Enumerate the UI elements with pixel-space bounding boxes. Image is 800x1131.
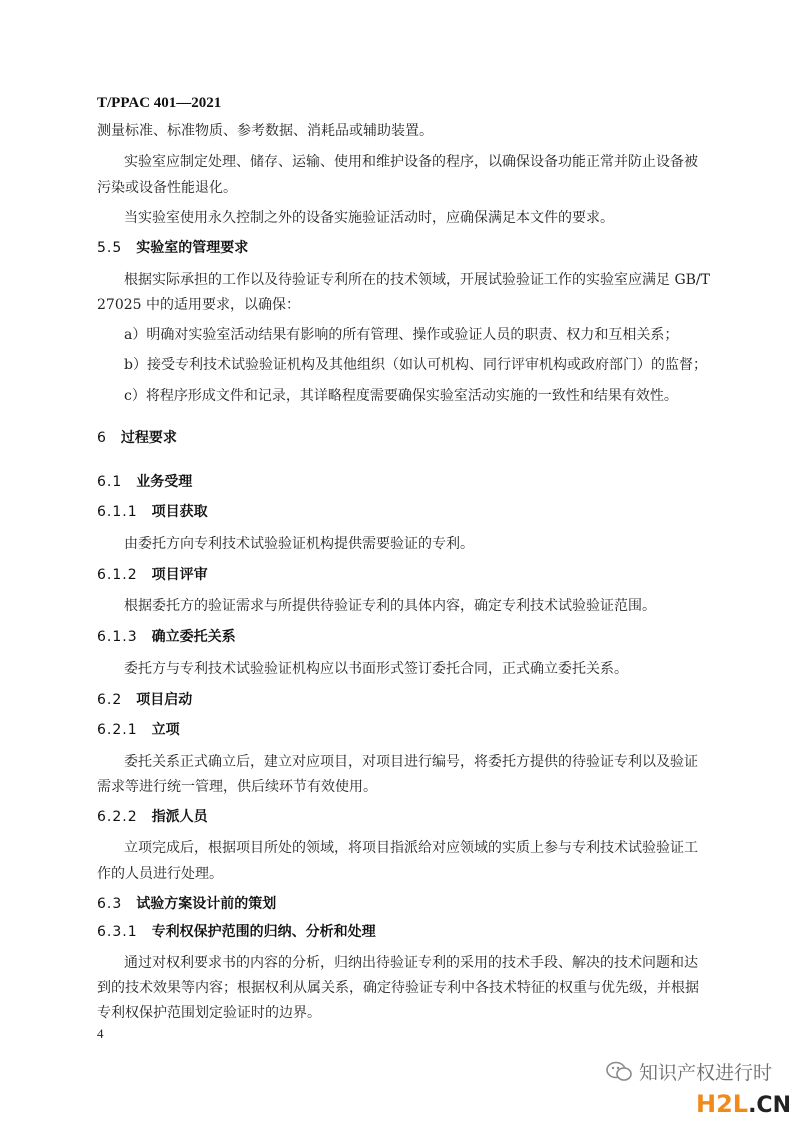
heading-6-1 [97,472,192,492]
heading-title: 试验方案设计前的策划 [136,896,277,912]
paragraph-line: 需求等进行统一管理，供后续环节有效使用。 [97,779,377,795]
heading-6-1-3 [97,627,236,647]
heading-title: 业务受理 [136,474,193,490]
paragraph-line: 根据实际承担的工作以及待验证专利所在的技术领域，开展试验验证工作的实验室应满足 GB/T [124,272,710,288]
heading-6-2 [97,690,192,710]
heading-title: 过程要求 [120,430,177,446]
watermark-text: 知识产权进行时 [639,1062,773,1084]
heading-title: 立项 [151,722,180,738]
heading-6 [97,428,177,448]
paragraph-line: 实验室应制定处理、储存、运输、使用和维护设备的程序，以确保设备功能正常并防止设备被 [124,154,698,170]
heading-6-1-1 [97,502,208,522]
heading-number: 6.1.3 [97,629,138,645]
heading-title: 项目评审 [151,567,208,583]
site-logo [696,1090,791,1118]
paragraph-line: 测量标准、标准物质、参考数据、消耗品或辅助装置。 [97,123,433,139]
standard-code: T/PPAC 401—2021 [97,95,222,111]
wechat-icon [605,1060,633,1084]
paragraph-line: 由委托方向专利技术试验验证机构提供需要验证的专利。 [124,536,474,552]
heading-number: 6.2.1 [97,722,138,738]
paragraph-line: 作的人员进行处理。 [97,866,223,882]
paragraph-line: 通过对权利要求书的内容的分析，归纳出待验证专利的采用的技术手段、解决的技术问题和达 [124,955,698,971]
paragraph-line: 委托方与专利技术试验验证机构应以书面形式签订委托合同，正式确立委托关系。 [124,661,628,677]
heading-number: 6.2 [97,692,123,708]
heading-6-2-2 [97,807,208,827]
paragraph-line: 27025 中的适用要求，以确保： [97,297,300,313]
heading-number: 6.3 [97,896,123,912]
logo-part-b: .CN [748,1093,791,1118]
heading-6-1-2 [97,565,208,585]
heading-6-3 [97,894,276,914]
heading-title: 专利权保护范围的归纳、分析和处理 [151,924,376,940]
watermark-account [605,1058,772,1085]
paragraph-line: 到的技术效果等内容；根据权利从属关系，确定待验证专利中各技术特征的权重与优先级，并根据 [97,980,699,996]
heading-number: 6.1 [97,474,123,490]
heading-6-3-1 [97,922,376,942]
paragraph-line: 根据委托方的验证需求与所提供待验证专利的具体内容，确定专利技术试验验证范围。 [124,598,656,614]
logo-part-a: H2L [696,1090,749,1118]
heading-title: 项目启动 [136,692,193,708]
heading-number: 6 [97,430,107,446]
list-item-b: b）接受专利技术试验验证机构及其他组织（如认可机构、同行评审机构或政府部门）的监督； [124,357,707,373]
heading-title: 实验室的管理要求 [136,240,249,256]
list-item-a: a）明确对实验室活动结果有影响的所有管理、操作或验证人员的职责、权力和互相关系； [124,327,679,343]
paragraph-line: 立项完成后，根据项目所处的领域，将项目指派给对应领域的实质上参与专利技术试验验证工 [124,840,698,856]
paragraph-line: 专利权保护范围划定验证时的边界。 [97,1005,321,1021]
heading-5-5 [97,238,248,258]
heading-title: 指派人员 [151,809,208,825]
paragraph-line: 污染或设备性能退化。 [97,180,237,196]
paragraph-line: 委托关系正式确立后，建立对应项目，对项目进行编号，将委托方提供的待验证专利以及验证 [124,754,698,770]
heading-number: 5.5 [97,240,123,256]
heading-number: 6.2.2 [97,809,138,825]
paragraph-line: 当实验室使用永久控制之外的设备实施验证活动时，应确保满足本文件的要求。 [124,210,614,226]
heading-number: 6.3.1 [97,924,138,940]
heading-number: 6.1.1 [97,504,138,520]
page-number: 4 [97,1026,104,1041]
heading-number: 6.1.2 [97,567,138,583]
heading-title: 项目获取 [151,504,208,520]
list-item-c: c）将程序形成文件和记录，其详略程度需要确保实验室活动实施的一致性和结果有效性。 [124,388,678,404]
heading-6-2-1 [97,720,180,740]
heading-title: 确立委托关系 [151,629,236,645]
